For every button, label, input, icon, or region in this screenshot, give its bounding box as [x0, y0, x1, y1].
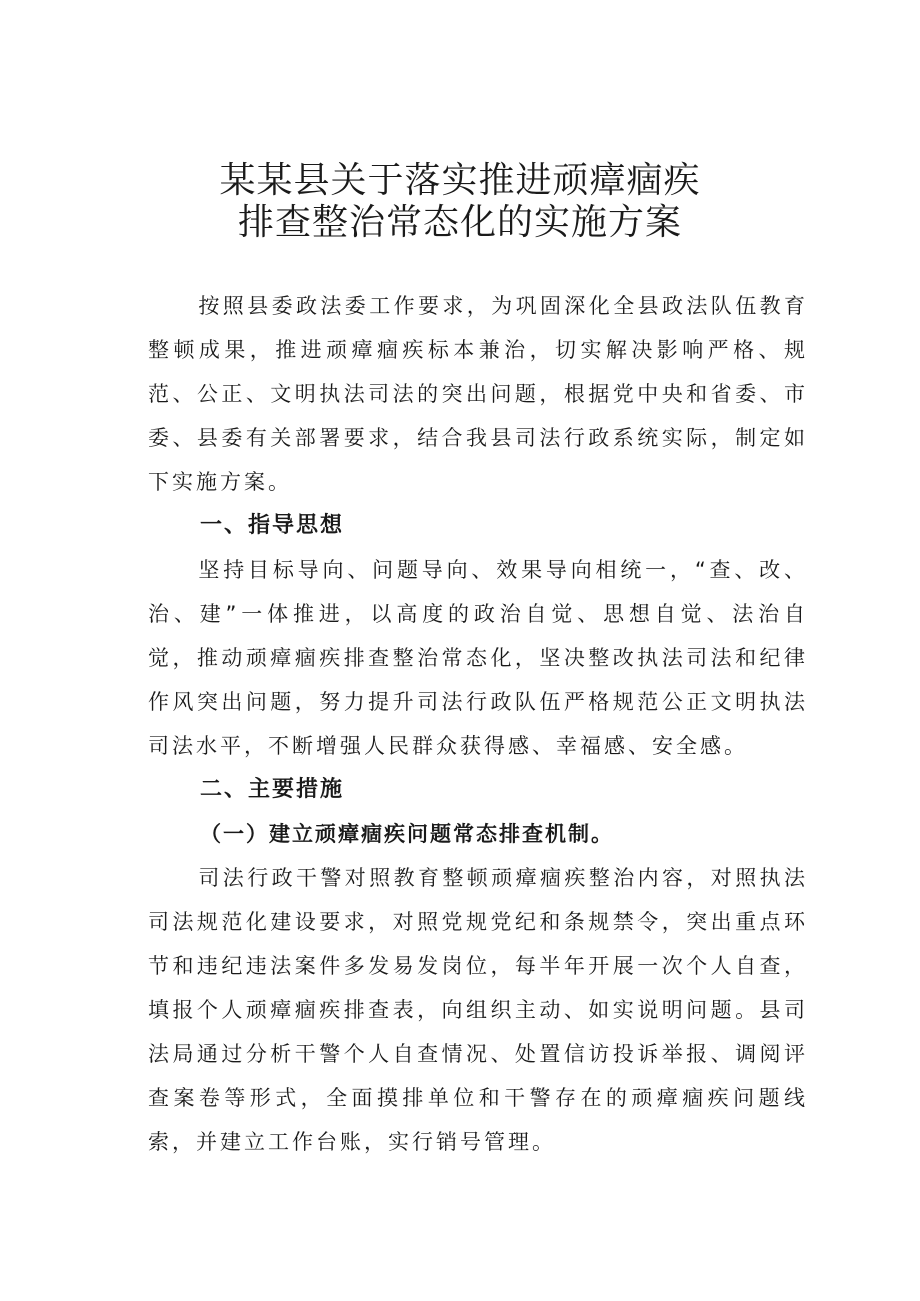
intro-paragraph: 按照县委政法委工作要求，为巩固深化全县政法队伍教育整顿成果，推进顽瘴痼疾标本兼治，切实解决影响严格、规范、公正、文明执法司法的突出问题，根据党中央和省委、市委、县委有关部署要求，结合我县司法行政系统实际，制定如下实施方案。 — [148, 294, 808, 494]
section-heading-guiding-ideology: 一、指导思想 — [200, 513, 345, 538]
document-title-line1: 某某县关于落实推进顽瘴痼疾 — [219, 160, 701, 201]
document-body — [148, 284, 808, 1164]
mechanism-paragraph: 司法行政干警对照教育整顿顽瘴痼疾整治内容，对照执法司法规范化建设要求，对照党规党纪和条规禁令，突出重点环节和违纪违法案件多发易发岗位，每半年开展一次个人自查，填报个人顽瘴痼疾排查表，向组织主动、如实说明问题。县司法局通过分析干警个人自查情况、处置信访投诉举报、调阅评查案卷等形式，全面摸排单位和干警存在的顽瘴痼疾问题线索，并建立工作台账，实行销号管理。 — [148, 866, 808, 1154]
section-heading-main-measures: 二、主要措施 — [200, 777, 345, 802]
guiding-ideology-paragraph: 坚持目标导向、问题导向、效果导向相统一，“查、改、治、建”一体推进，以高度的政治自觉、思想自觉、法治自觉，推动顽瘴痼疾排查整治常态化，坚决整改执法司法和纪律作风突出问题，努力提升司法行政队伍严格规范公正文明执法司法水平，不断增强人民群众获得感、幸福感、安全感。 — [148, 558, 808, 758]
subsection-heading-mechanism: （一）建立顽瘴痼疾问题常态排查机制。 — [200, 822, 614, 846]
document-title-line2: 排查整治常态化的实施方案 — [237, 202, 682, 243]
